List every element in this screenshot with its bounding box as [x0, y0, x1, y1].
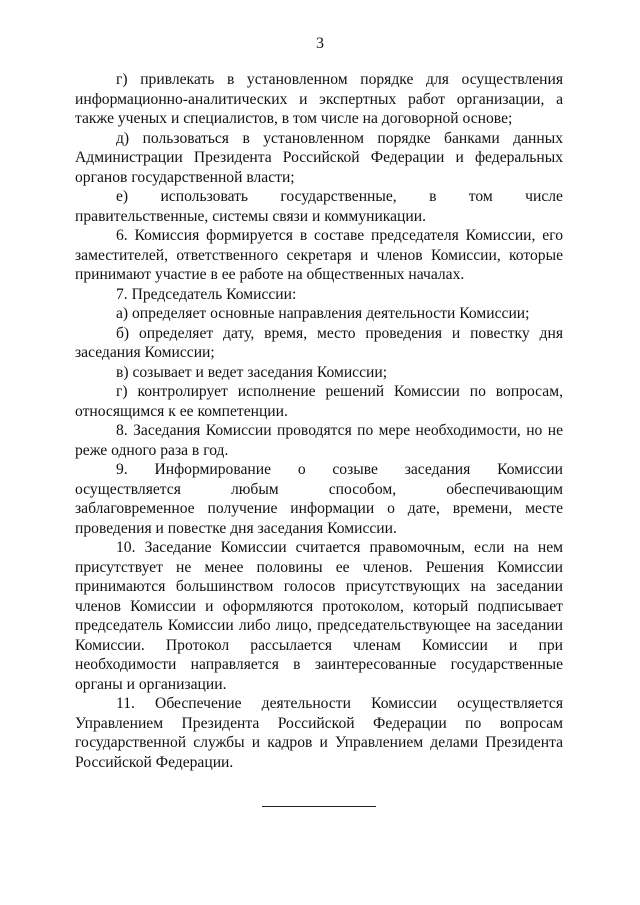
clause-e-rest: правительственные, системы связи и коммуникации. — [75, 207, 426, 225]
paragraph-7g: г) контролирует исполнение решений Комиссии по вопросам, относящимся к ее компетенции. — [75, 383, 563, 420]
paragraph-7b: б) определяет дату, время, место проведения и повестку дня заседания Комиссии; — [75, 324, 563, 361]
paragraph-clause-e — [75, 187, 563, 226]
end-of-document-rule — [262, 806, 376, 807]
paragraph-11: 11. Обеспечение деятельности Комиссии осуществляется Управлением Президента Российской Федерации по вопросам государственной службы и кадров и Управлением делами Президента Российской Федерации. — [75, 695, 563, 771]
word: созыве — [332, 461, 378, 478]
word: заседания — [404, 461, 471, 478]
word: государственные, — [280, 188, 397, 205]
paragraph-7: 7. Председатель Комиссии: — [116, 285, 297, 303]
paragraph-7a: а) определяет основные направления деятельности Комиссии; — [116, 305, 530, 322]
word: способом, — [328, 480, 397, 498]
word: осуществляется — [75, 480, 181, 498]
word: любым — [230, 480, 279, 498]
paragraph-9 — [75, 460, 563, 538]
paragraph-9-line-1 — [75, 460, 563, 480]
word: том — [468, 188, 493, 205]
paragraph-clause-g: г) привлекать в установленном порядке для осуществления информационно-аналитических и экспертных работ организации, а также ученых и специалистов, в том числе на договорной основе; — [75, 71, 563, 127]
page-number: 3 — [316, 35, 324, 52]
paragraph-10: 10. Заседание Комиссии считается правомочным, если на нем присутствует не менее половины ее членов. Решения Комиссии принимаются большинством голосов присутствующих на заседании членов Комиссии и оформляются протоколом, который подписывает председатель Комиссии либо лицо, председательствующее на заседании Комиссии. Протокол рассылается членам Комиссии и при необходимости направляется в заинтересованные государственные органы и организации. — [75, 539, 563, 693]
paragraph-clause-d: д) пользоваться в установленном порядке банками данных Администрации Президента Российской Федерации и федеральных органов государственной власти; — [75, 129, 563, 186]
word: е) — [116, 188, 129, 205]
word: в — [429, 188, 437, 205]
word: Информирование — [154, 461, 272, 478]
paragraph-8: 8. Заседания Комиссии проводятся по мере необходимости, но не реже одного раза в год. — [75, 422, 563, 459]
word: обеспечивающим — [446, 480, 563, 498]
paragraph-9-rest: заблаговременное получение информации о дате, времени, месте проведения и повестке дня заседания Комиссии. — [75, 500, 563, 537]
word: Комиссии — [497, 461, 563, 478]
clause-e-first-line — [75, 187, 563, 207]
document-body — [75, 70, 563, 772]
word: 9. — [116, 461, 128, 478]
paragraph-7v: в) созывает и ведет заседания Комиссии; — [116, 363, 388, 381]
word: использовать — [160, 188, 249, 205]
word: числе — [525, 188, 563, 205]
paragraph-9-line-2 — [75, 480, 563, 500]
paragraph-6: 6. Комиссия формируется в составе председателя Комиссии, его заместителей, ответственного секретаря и членов Комиссии, которые принимают участие в ее работе на общественных началах. — [75, 227, 563, 283]
word: о — [297, 461, 306, 478]
